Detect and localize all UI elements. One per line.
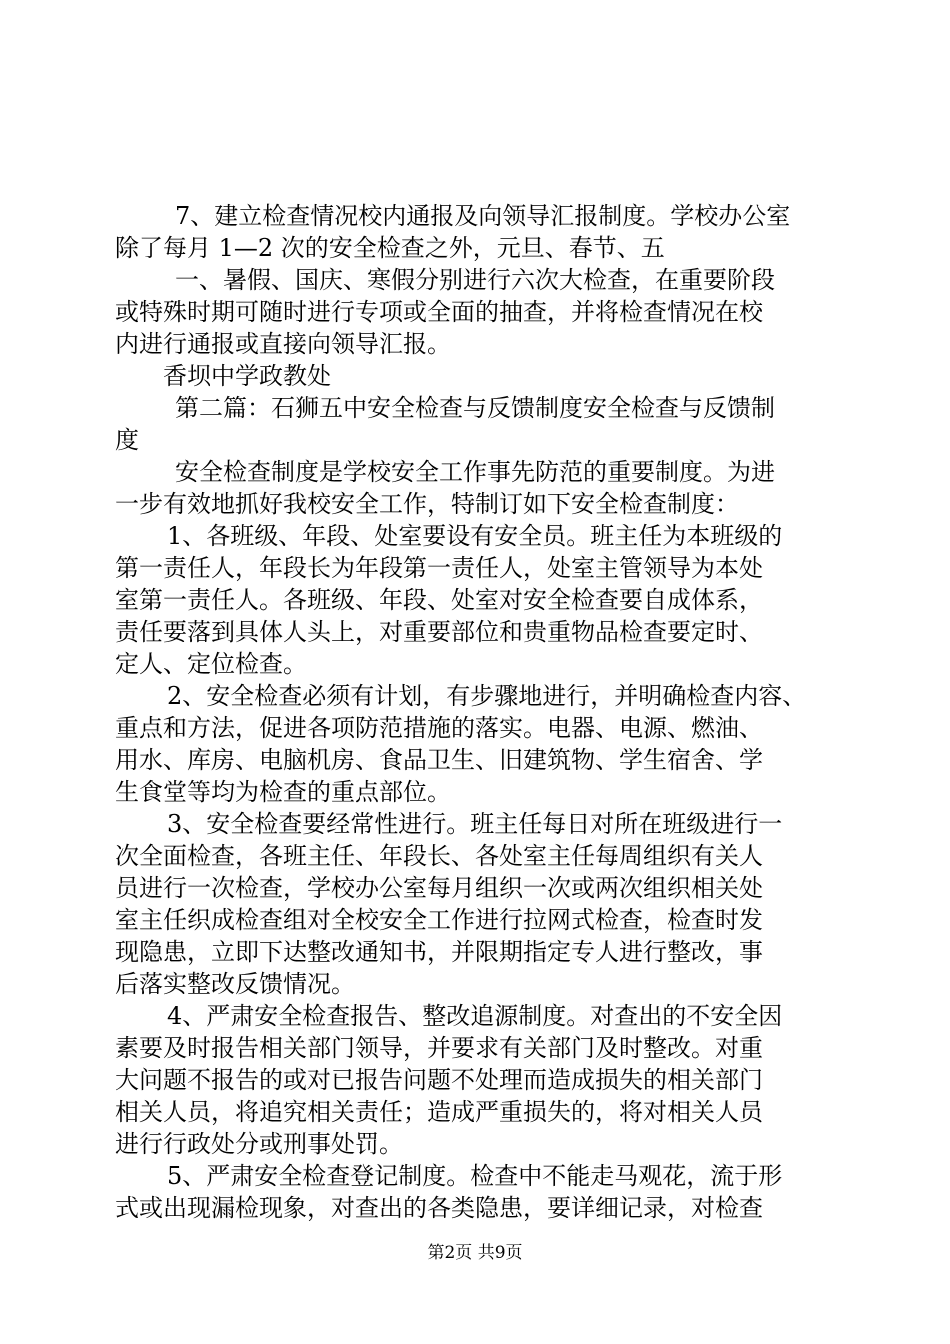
text-line: 内进行通报或直接向领导汇报。: [115, 330, 451, 358]
text-line: 5、严肃安全检查登记制度。检查中不能走马观花，流于形: [167, 1162, 783, 1190]
text-line: 除了每月 1—2 次的安全检查之外，元旦、春节、五: [115, 234, 665, 262]
text-line: 进行行政处分或刑事处罚。: [115, 1130, 403, 1158]
text-line: 定人、定位检查。: [115, 650, 307, 678]
text-line: 素要及时报告相关部门领导，并要求有关部门及时整改。对重: [115, 1034, 763, 1062]
text-line: 或特殊时期可随时进行专项或全面的抽查，并将检查情况在校: [115, 298, 763, 326]
text-line: 一步有效地抓好我校安全工作，特制订如下安全检查制度：: [115, 490, 739, 518]
text-line: 1、各班级、年段、处室要设有安全员。班主任为本班级的: [167, 522, 783, 550]
document-body: [115, 200, 875, 1224]
text-line: 安全检查制度是学校安全工作事先防范的重要制度。为进: [175, 458, 775, 486]
text-line: 式或出现漏检现象，对查出的各类隐患，要详细记录，对检查: [115, 1194, 763, 1222]
text-line: 4、严肃安全检查报告、整改追源制度。对查出的不安全因: [167, 1002, 783, 1030]
text-line: 室第一责任人。各班级、年段、处室对安全检查要自成体系，: [115, 586, 763, 614]
text-line: 室主任织成检查组对全校安全工作进行拉网式检查，检查时发: [115, 906, 763, 934]
text-line: 大问题不报告的或对已报告问题不处理而造成损失的相关部门: [115, 1066, 763, 1094]
text-line: 香坝中学政教处: [163, 362, 331, 390]
text-line: 第一责任人，年段长为年段第一责任人，处室主管领导为本处: [115, 554, 763, 582]
text-line: 7、建立检查情况校内通报及向领导汇报制度。学校办公室: [175, 202, 791, 230]
text-line: 员进行一次检查，学校办公室每月组织一次或两次组织相关处: [115, 874, 763, 902]
text-line: 2、安全检查必须有计划，有步骤地进行，并明确检查内容、: [167, 682, 807, 710]
text-line: 重点和方法，促进各项防范措施的落实。电器、电源、燃油、: [115, 714, 763, 742]
page-number-footer: 第2页 共9页: [427, 1243, 523, 1263]
text-line: 生食堂等均为检查的重点部位。: [115, 778, 451, 806]
section-heading: 第二篇：石狮五中安全检查与反馈制度安全检查与反馈制: [175, 394, 775, 422]
text-line: 相关人员，将追究相关责任；造成严重损失的，将对相关人员: [115, 1098, 763, 1126]
text-line: 现隐患，立即下达整改通知书，并限期指定专人进行整改，事: [115, 938, 763, 966]
text-line: 责任要落到具体人头上，对重要部位和贵重物品检查要定时、: [115, 618, 763, 646]
text-line: 后落实整改反馈情况。: [115, 970, 355, 998]
text-line: 次全面检查，各班主任、年段长、各处室主任每周组织有关人: [115, 842, 763, 870]
section-heading-continued: 度: [115, 426, 139, 454]
text-line: 一、暑假、国庆、寒假分别进行六次大检查，在重要阶段: [175, 266, 775, 294]
text-line: 用水、库房、电脑机房、食品卫生、旧建筑物、学生宿舍、学: [115, 746, 763, 774]
text-line: 3、安全检查要经常性进行。班主任每日对所在班级进行一: [167, 810, 783, 838]
